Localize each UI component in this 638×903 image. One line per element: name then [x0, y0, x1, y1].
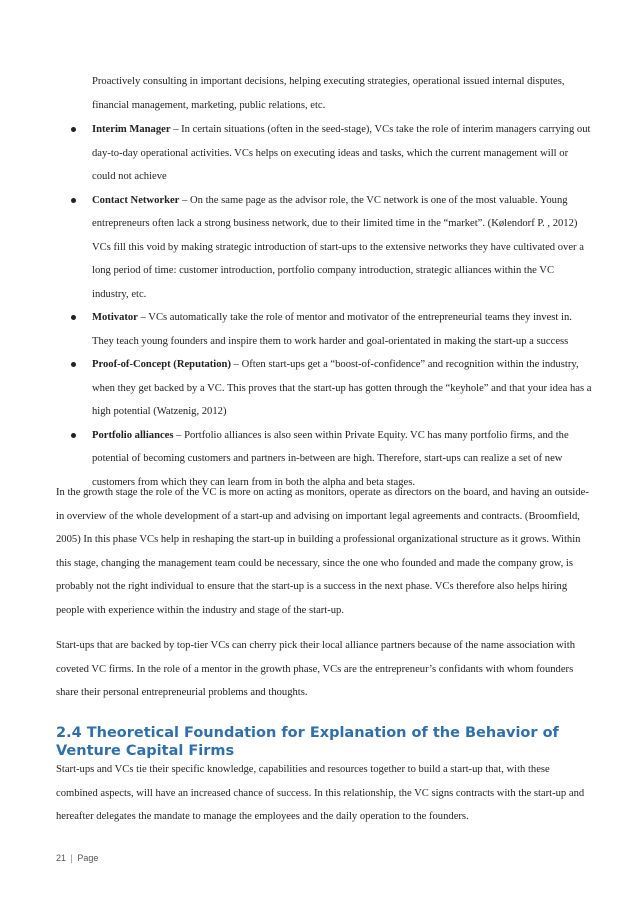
list-item — [0, 306, 592, 353]
theory-paragraph: Start-ups and VCs tie their specific knowledge, capabilities and resources together to build a start-up that, with these combined aspects, will have an increased chance of success. In this relationship, the VC signs contracts with the start-up and hereafter delegates the mandate to manage the employees and the daily operation to the founders. — [56, 764, 585, 822]
bullet-icon — [71, 127, 76, 132]
bullet-text: – Often start-ups get a “boost-of-confidence” and recognition within the industry, when they get backed by a VC. This proves that the start-up has gotten through the “keyhole” and that your idea has a high potential (Watzenig, 2012) — [92, 359, 592, 417]
bullet-term: Proof-of-Concept (Reputation) — [92, 359, 231, 370]
bullet-term: Interim Manager — [92, 124, 171, 135]
page-footer — [56, 853, 98, 863]
bullet-text: – VCs automatically take the role of mentor and motivator of the entrepreneurial teams they invest in. They teach young founders and inspire them to work harder and goal-orientated in making the start-up a success — [92, 312, 572, 347]
page-number: 21 — [56, 853, 67, 863]
bullet-term: Motivator — [92, 312, 138, 323]
list-item — [0, 118, 592, 189]
bullet-icon — [71, 315, 76, 320]
top-tier-paragraph: Start-ups that are backed by top-tier VCs can cherry pick their local alliance partners because of the name association with coveted VC firms. In the role of a mentor in the growth phase, VCs are the entrepreneur’s confidants with whom founders share their personal entrepreneurial problems and thoughts. — [56, 640, 575, 698]
page-label: Page — [77, 853, 99, 863]
bullet-text: – Portfolio alliances is also seen within Private Equity. VC has many portfolio firms, and the potential of becoming customers and partners in-between are high. Therefore, start-ups can realize a set of new customers from which they can learn from in both the alpha and beta stages. — [92, 429, 569, 488]
bullet-text: – On the same page as the advisor role, the VC network is one of the most valuable. Young entrepreneurs often lack a strong business network, due to their limited time in the “market”. (Kølendorf P. , 2012) VCs fill this void by making strategic introduction of start-ups to the extensive networks they have cultivated over a long period of time: customer introduction, portfolio company introduction, strategic alliances within the VC industry, etc. — [92, 194, 584, 300]
list-item — [0, 189, 592, 307]
bullet-text: – In certain situations (often in the seed-stage), VCs take the role of interim managers carrying out day-to-day operational activities. VCs helps on executing ideas and tasks, which the current management will or could not achieve — [92, 124, 591, 182]
bullet-icon — [71, 198, 76, 203]
bullet-icon — [71, 433, 76, 438]
bullet-icon — [71, 362, 76, 367]
growth-stage-paragraph: In the growth stage the role of the VC is more on acting as monitors, operate as directors on the board, and having an outside-in overview of the whole development of a start-up and advising on important legal agreements and contracts. (Broomfield, 2005) In this phase VCs help in reshaping the start-up in building a professional organizational structure as it grows. Within this stage, changing the management team could be necessary, since the one who founded and made the company grow, is probably not the right individual to ensure that the start-up is a success in the next phase. VCs therefore also helps hiring people with experience within the industry and stage of the start-up. — [56, 487, 589, 616]
bullet-term: Contact Networker — [92, 194, 180, 206]
role-bullet-list — [0, 118, 638, 494]
list-item — [0, 353, 592, 424]
section-heading: 2.4 Theoretical Foundation for Explanation of the Behavior of Venture Capital Firms — [56, 725, 559, 759]
intro-paragraph: Proactively consulting in important decisions, helping executing strategies, operational issued internal disputes, financial management, marketing, public relations, etc. — [92, 76, 565, 111]
footer-separator: | — [70, 853, 73, 863]
bullet-term: Portfolio alliances — [92, 429, 174, 441]
